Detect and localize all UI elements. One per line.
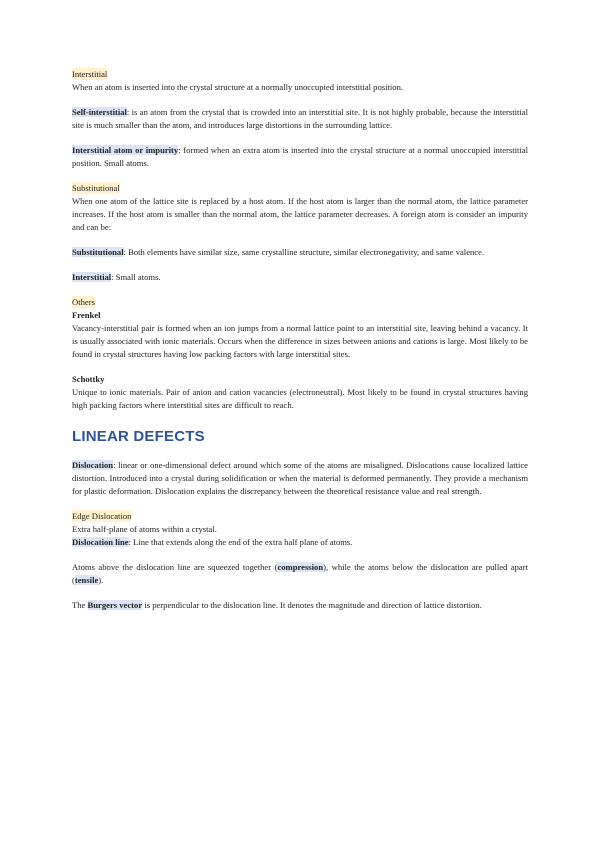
dislocation-text: : linear or one-dimensional defect around which some of the atoms are misaligned. Dislocations cause localized lattice distortion. Introduced into a crystal during solidification or when the material is deformed permanently. They provide a mechanism for plastic deformation. Dislocation explains the discrepancy between the theoretical resistance value and real strength. bbox=[72, 460, 528, 496]
impurity-text: : formed when an extra atom is inserted into the crystal structure at a normal unoccupied interstitial position. Small atoms. bbox=[72, 145, 529, 168]
substitutional-text: : Both elements have similar size, same crystalline structure, similar electronegativity, and same valence. bbox=[123, 247, 485, 257]
edge-dislocation-text: Extra half-plane of atoms within a crystal. bbox=[72, 524, 217, 534]
compression-term: compression bbox=[277, 562, 324, 572]
burgers-text-a: The bbox=[72, 600, 88, 610]
interstitial-term: Interstitial bbox=[72, 272, 112, 282]
compression-text-c: ). bbox=[98, 575, 104, 585]
compression-text-a: Atoms above the dislocation line are squeezed together ( bbox=[72, 562, 278, 572]
dislocation-paragraph bbox=[72, 459, 528, 498]
schottky-title: Schottky bbox=[72, 374, 105, 384]
compression-text-b: ), while the atoms below the dislocation are pulled apart ( bbox=[72, 562, 528, 585]
impurity-term: Interstitial atom or impurity bbox=[72, 145, 179, 155]
substitutional-section bbox=[72, 182, 528, 284]
edge-dislocation-label: Edge Dislocation bbox=[72, 511, 132, 521]
dislocation-line-paragraph bbox=[72, 536, 528, 549]
burgers-text-b: is perpendicular to the dislocation line. It denotes the magnitude and direction of lattice distortion. bbox=[142, 600, 482, 610]
others-label: Others bbox=[72, 297, 95, 307]
linear-defects-heading: LINEAR DEFECTS bbox=[72, 428, 205, 445]
interstitial-label: Interstitial bbox=[72, 69, 108, 79]
interstitial-section bbox=[72, 68, 528, 170]
impurity-paragraph bbox=[72, 144, 528, 170]
dislocation-term: Dislocation bbox=[72, 460, 114, 470]
self-interstitial-term: Self-interstitial bbox=[72, 107, 127, 117]
interstitial-type-text: : Small atoms. bbox=[111, 272, 161, 282]
substitutional-term: Substitutional bbox=[72, 247, 124, 257]
compression-paragraph bbox=[72, 561, 528, 587]
substitutional-intro: When one atom of the lattice site is replaced by a host atom. If the host atom is larger than the normal atom, the lattice parameter increases. If the host atom is smaller than the normal atom, the lattice parameter decreases. A foreign atom is consider an impurity and can be: bbox=[72, 196, 528, 232]
dislocation-line-text: : Line that extends along the end of the extra half plane of atoms. bbox=[128, 537, 353, 547]
burgers-paragraph bbox=[72, 599, 528, 612]
linear-defects-section bbox=[72, 428, 528, 612]
frenkel-text: Vacancy-interstitial pair is formed when an ion jumps from a normal lattice point to an interstitial site, leaving behind a vacancy. It is usually associated with ionic materials. Occurs when the difference in sizes between anions and cations is large. Most likely to be found in crystal structures having low packing factors with large interstitial sites. bbox=[72, 323, 528, 359]
tensile-term: tensile bbox=[74, 575, 99, 585]
substitutional-label: Substitutional bbox=[72, 183, 120, 193]
self-interstitial-paragraph bbox=[72, 106, 528, 132]
schottky-text: Unique to ionic materials. Pair of anion and cation vacancies (electroneutral). Most likely to be found in crystal structures having high packing factors where interstitial sites are difficult to reach. bbox=[72, 387, 528, 410]
frenkel-title: Frenkel bbox=[72, 310, 101, 320]
dislocation-line-term: Dislocation line bbox=[72, 537, 129, 547]
substitutional-type-paragraph bbox=[72, 246, 528, 259]
interstitial-intro: When an atom is inserted into the crystal structure at a normally unoccupied interstitial position. bbox=[72, 82, 404, 92]
others-section bbox=[72, 296, 528, 412]
self-interstitial-text: : is an atom from the crystal that is crowded into an interstitial site. It is not highly probable, because the interstitial site is much smaller than the atom, and introduces large distortions in the surrounding lattice. bbox=[72, 107, 528, 130]
burgers-term: Burgers vector bbox=[87, 600, 143, 610]
interstitial-type-paragraph bbox=[72, 271, 528, 284]
